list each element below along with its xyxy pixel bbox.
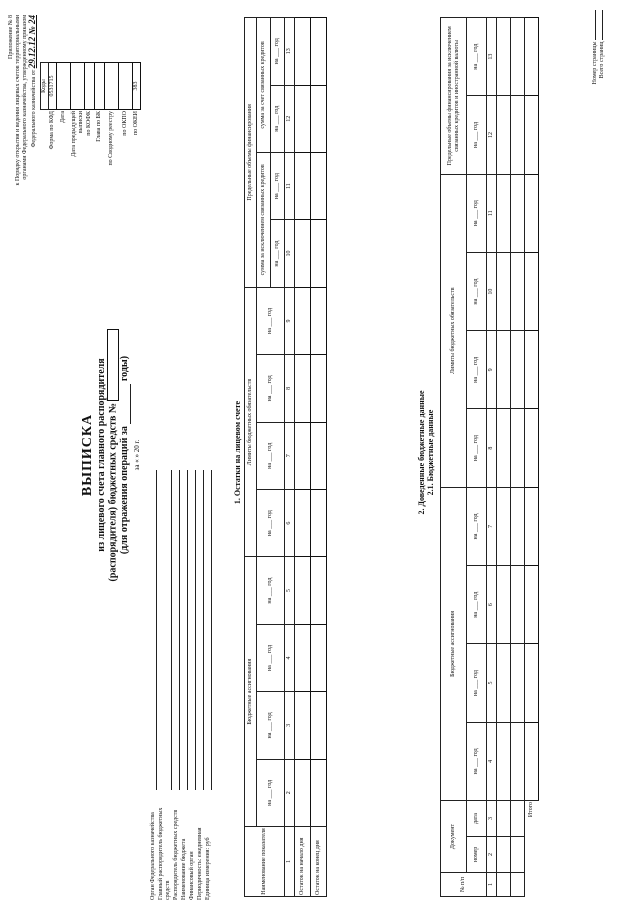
appendix-line1: к Порядку открытия и ведения лицевых счетов территориальными xyxy=(15,15,21,186)
org-field-value[interactable] xyxy=(173,470,180,790)
row-start-balance: Остаток на начало дня xyxy=(295,827,311,897)
col-number: 2 xyxy=(285,759,295,826)
period-cell[interactable]: на ___ год xyxy=(467,409,487,487)
okud-value: 0531715 xyxy=(49,63,57,110)
group-limits: Лимиты бюджетных обязательств xyxy=(245,287,257,557)
section1-title: 1. Остатки на лицевом счете xyxy=(233,400,242,505)
okpo-label: по ОКПО xyxy=(122,111,128,136)
period-cell[interactable]: на ___ год xyxy=(257,355,285,422)
svod-label: по Сводному реестру xyxy=(108,111,114,166)
period-cell[interactable]: на ___ год xyxy=(271,152,285,219)
col-number: 9 xyxy=(487,331,497,409)
okei-label: по ОКЕИ xyxy=(133,111,139,136)
date-value[interactable] xyxy=(57,63,71,110)
prev-date-label: Дата предыдущей выписки xyxy=(70,111,84,157)
col-number: 5 xyxy=(285,557,295,624)
group-assignments: Бюджетные ассигнования xyxy=(245,557,257,827)
col-number: 10 xyxy=(487,252,497,330)
okei-value: 383 xyxy=(133,63,141,110)
org-field-value[interactable] xyxy=(181,470,188,790)
org-field-value[interactable] xyxy=(158,470,172,790)
date-line: за « » 20 г. xyxy=(133,439,141,471)
period-cell[interactable]: на ___ год xyxy=(257,759,285,826)
okud-label: Форма по КФД xyxy=(49,111,55,150)
org-fields xyxy=(150,470,213,900)
appendix-note xyxy=(8,15,38,265)
col-number: 2 xyxy=(487,837,497,873)
col-doc-date: дата xyxy=(467,800,487,836)
col-number: 6 xyxy=(285,489,295,556)
period-cell[interactable]: на ___ год xyxy=(257,557,285,624)
col-number: 3 xyxy=(285,692,295,759)
col-number: 10 xyxy=(285,220,295,287)
col-number: 8 xyxy=(487,409,497,487)
period-cell[interactable]: на ___ год xyxy=(467,331,487,409)
period-cell[interactable]: на ___ год xyxy=(257,422,285,489)
col-row-number: № п/п xyxy=(441,873,487,897)
period-cell[interactable]: на ___ год xyxy=(467,174,487,252)
row-end-balance: Остаток на конец дня xyxy=(311,827,327,897)
period-cell[interactable]: на ___ год xyxy=(467,18,487,96)
sub-related-credits: сумма за счет связанных кредитов xyxy=(257,18,271,153)
col-number: 1 xyxy=(487,873,497,897)
org-field-label: Единица измерения: руб xyxy=(205,837,211,900)
col-number: 7 xyxy=(487,487,497,565)
period-cell[interactable]: на ___ год xyxy=(271,85,285,152)
period-cell[interactable]: на ___ год xyxy=(257,624,285,691)
period-cell[interactable]: на ___ год xyxy=(467,487,487,565)
sub-excluding-related: сумма за исключением связанных кредитов xyxy=(257,152,271,287)
budget-data-table xyxy=(440,17,539,897)
svod-value[interactable] xyxy=(105,63,119,110)
appendix-line3: Федерального казначейства от xyxy=(31,69,37,148)
kofk-label: по КОФК xyxy=(86,111,92,136)
col-number: 3 xyxy=(487,800,497,836)
col-number: 13 xyxy=(487,18,497,96)
title-line4a: (для отражения операций за xyxy=(119,426,130,555)
page-footer xyxy=(592,10,606,130)
group-limits: Лимиты бюджетных обязательств xyxy=(441,174,467,487)
section2-title: 2. Доведенные бюджетные данные xyxy=(417,390,426,515)
okpo-value[interactable] xyxy=(119,63,133,110)
org-field-value[interactable] xyxy=(189,470,196,790)
col-number: 13 xyxy=(285,18,295,86)
col-document: Документ xyxy=(441,800,467,872)
col-doc-number: номер xyxy=(467,837,487,873)
col-number: 8 xyxy=(285,355,295,422)
codes-header: Коды xyxy=(41,63,49,110)
col-number: 9 xyxy=(285,287,295,354)
balances-table xyxy=(244,17,327,897)
appendix-handwritten: 29.12.12 № 24 xyxy=(27,15,37,69)
title-line2: из лицевого счета главного распорядителя xyxy=(96,358,107,552)
org-field-label: Наименование бюджета xyxy=(181,838,187,900)
glava-label: Глава по БК xyxy=(96,111,102,142)
group-finance: Предельные объемы финансирования за исключением связанных кредитов и иностранной валюты xyxy=(441,18,467,175)
col-number: 12 xyxy=(285,85,295,152)
total-pages-field[interactable] xyxy=(602,10,603,40)
org-field-value[interactable] xyxy=(150,470,157,790)
row-total: Итого xyxy=(525,800,539,872)
col-number: 4 xyxy=(285,624,295,691)
col-number: 6 xyxy=(487,566,497,644)
section2-subtitle: 2.1. Бюджетные данные xyxy=(426,409,435,496)
title-block xyxy=(80,255,141,655)
title-line4b: годы) xyxy=(119,355,130,382)
period-cell[interactable]: на ___ год xyxy=(467,722,487,800)
col-number: 12 xyxy=(487,96,497,174)
period-cell[interactable]: на ___ год xyxy=(257,692,285,759)
col-number: 1 xyxy=(285,827,295,897)
appendix-line2: органами Федерального казначейства, утвержденному приказом xyxy=(22,15,28,180)
org-field-value[interactable] xyxy=(197,470,204,790)
org-field-value[interactable] xyxy=(205,470,212,790)
group-finance: Предельные объемы финансирования xyxy=(245,18,257,288)
col-number: 11 xyxy=(487,174,497,252)
period-cell[interactable]: на ___ год xyxy=(271,18,285,86)
appendix-number: Приложение № 8 xyxy=(8,15,14,59)
col-number: 11 xyxy=(285,152,295,219)
period-cell[interactable]: на ___ год xyxy=(467,252,487,330)
col-number: 7 xyxy=(285,422,295,489)
col-number: 5 xyxy=(487,644,497,722)
codes-block xyxy=(40,62,141,170)
section1-table-wrap xyxy=(244,17,327,897)
title-line3: (распорядителя) бюджетных средств № xyxy=(107,403,119,582)
page-title: ВЫПИСКА xyxy=(80,413,95,497)
page-number-field[interactable] xyxy=(595,10,596,40)
section2-table-wrap xyxy=(440,17,539,897)
org-field-label: Главный распорядитель бюджетных средств xyxy=(158,807,171,900)
total-pages-label: Всего страниц xyxy=(599,41,605,79)
period-cell[interactable]: на ___ год xyxy=(467,566,487,644)
period-cell[interactable]: на ___ год xyxy=(467,96,487,174)
period-cell[interactable]: на ___ год xyxy=(257,489,285,556)
org-field-label: Распорядитель бюджетных средств xyxy=(173,809,179,900)
org-field-label: Орган Федерального казначейства xyxy=(150,812,156,900)
period-cell[interactable]: на ___ год xyxy=(271,220,285,287)
col-number: 4 xyxy=(487,722,497,800)
date-label: Дата xyxy=(60,111,66,123)
period-cell[interactable]: на ___ год xyxy=(467,644,487,722)
col-indicator-name: Наименование показателя xyxy=(245,827,285,897)
kofk-value[interactable] xyxy=(85,63,95,110)
group-assignments: Бюджетные ассигнования xyxy=(441,487,467,800)
glava-value[interactable] xyxy=(95,63,105,110)
account-number-box[interactable] xyxy=(107,329,119,401)
period-cell[interactable]: на ___ год xyxy=(257,287,285,354)
prev-date-value[interactable] xyxy=(71,63,85,110)
codes-table xyxy=(40,62,141,170)
org-field-label: Периодичность: ежедневная xyxy=(197,827,203,900)
org-field-label: Финансовый орган xyxy=(189,851,195,900)
period-years-field[interactable] xyxy=(119,384,131,424)
page-number-label: Номер страницы xyxy=(592,41,598,85)
